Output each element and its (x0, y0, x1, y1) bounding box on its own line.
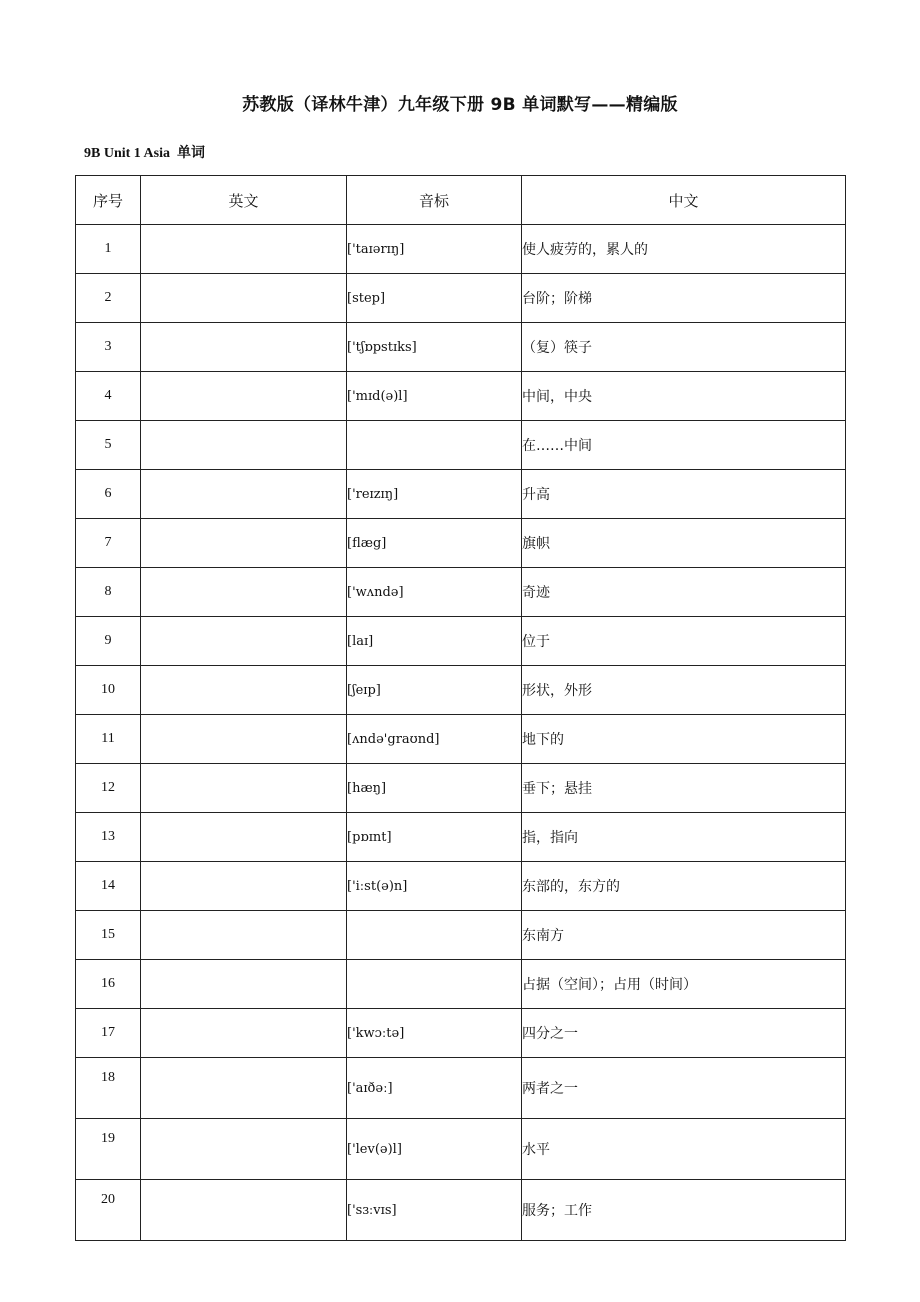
row-number: 5 (76, 421, 141, 470)
phonetic-cell: [ʌndə'graʊnd] (347, 715, 522, 764)
english-answer-cell[interactable] (141, 519, 347, 568)
chinese-meaning-cell: （复）筷子 (522, 323, 846, 372)
table-row (76, 911, 846, 960)
header-english: 英文 (141, 176, 347, 225)
row-number: 7 (76, 519, 141, 568)
phonetic-cell (347, 960, 522, 1009)
row-number: 11 (76, 715, 141, 764)
english-answer-cell[interactable] (141, 666, 347, 715)
unit-title-suffix: 单词 (176, 145, 205, 161)
table-row (76, 323, 846, 372)
chinese-meaning-cell: 两者之一 (522, 1058, 846, 1119)
table-row (76, 1119, 846, 1180)
phonetic-cell: ['taɪərɪŋ] (347, 225, 522, 274)
chinese-meaning-cell: 东南方 (522, 911, 846, 960)
chinese-meaning-cell: 升高 (522, 470, 846, 519)
chinese-meaning-cell: 奇迹 (522, 568, 846, 617)
unit-heading (84, 142, 205, 162)
row-number: 18 (76, 1058, 141, 1119)
table-row (76, 372, 846, 421)
english-answer-cell[interactable] (141, 323, 347, 372)
table-row (76, 1009, 846, 1058)
row-number: 6 (76, 470, 141, 519)
english-answer-cell[interactable] (141, 225, 347, 274)
english-answer-cell[interactable] (141, 1180, 347, 1241)
table-row (76, 1180, 846, 1241)
chinese-meaning-cell: 中间，中央 (522, 372, 846, 421)
table-row (76, 862, 846, 911)
english-answer-cell[interactable] (141, 911, 347, 960)
english-answer-cell[interactable] (141, 764, 347, 813)
chinese-meaning-cell: 位于 (522, 617, 846, 666)
phonetic-cell: [step] (347, 274, 522, 323)
page-title: 苏教版（译林牛津）九年级下册 9B 单词默写——精编版 (242, 95, 678, 115)
phonetic-cell: ['reɪzɪŋ] (347, 470, 522, 519)
unit-title: 9B Unit 1 Asia (84, 146, 170, 161)
english-answer-cell[interactable] (141, 862, 347, 911)
chinese-meaning-cell: 占据（空间）；占用（时间） (522, 960, 846, 1009)
table-row (76, 568, 846, 617)
english-answer-cell[interactable] (141, 960, 347, 1009)
chinese-meaning-cell: 形状，外形 (522, 666, 846, 715)
english-answer-cell[interactable] (141, 617, 347, 666)
table-row (76, 715, 846, 764)
chinese-meaning-cell: 指，指向 (522, 813, 846, 862)
english-answer-cell[interactable] (141, 421, 347, 470)
table-row (76, 813, 846, 862)
header-number: 序号 (76, 176, 141, 225)
row-number: 10 (76, 666, 141, 715)
row-number: 13 (76, 813, 141, 862)
english-answer-cell[interactable] (141, 715, 347, 764)
english-answer-cell[interactable] (141, 372, 347, 421)
row-number: 4 (76, 372, 141, 421)
chinese-meaning-cell: 使人疲劳的，累人的 (522, 225, 846, 274)
phonetic-cell: ['kwɔːtə] (347, 1009, 522, 1058)
chinese-meaning-cell: 服务；工作 (522, 1180, 846, 1241)
row-number: 16 (76, 960, 141, 1009)
phonetic-cell: ['aɪðəː] (347, 1058, 522, 1119)
row-number: 3 (76, 323, 141, 372)
phonetic-cell: [ʃeɪp] (347, 666, 522, 715)
table-header-row (76, 176, 846, 225)
english-answer-cell[interactable] (141, 274, 347, 323)
chinese-meaning-cell: 东部的，东方的 (522, 862, 846, 911)
table-row (76, 470, 846, 519)
english-answer-cell[interactable] (141, 470, 347, 519)
phonetic-cell: [flæg] (347, 519, 522, 568)
table-row (76, 960, 846, 1009)
row-number: 8 (76, 568, 141, 617)
table-row (76, 1058, 846, 1119)
phonetic-cell (347, 911, 522, 960)
row-number: 14 (76, 862, 141, 911)
phonetic-cell: [hæŋ] (347, 764, 522, 813)
table-row (76, 666, 846, 715)
english-answer-cell[interactable] (141, 1119, 347, 1180)
header-chinese: 中文 (522, 176, 846, 225)
english-answer-cell[interactable] (141, 1058, 347, 1119)
table-row (76, 519, 846, 568)
chinese-meaning-cell: 旗帜 (522, 519, 846, 568)
chinese-meaning-cell: 台阶；阶梯 (522, 274, 846, 323)
phonetic-cell: ['wʌndə] (347, 568, 522, 617)
row-number: 12 (76, 764, 141, 813)
table-row (76, 764, 846, 813)
chinese-meaning-cell: 地下的 (522, 715, 846, 764)
phonetic-cell: ['lev(ə)l] (347, 1119, 522, 1180)
table-row (76, 225, 846, 274)
phonetic-cell: ['tʃɒpstɪks] (347, 323, 522, 372)
row-number: 20 (76, 1180, 141, 1241)
chinese-meaning-cell: 在……中间 (522, 421, 846, 470)
phonetic-cell: ['sɜːvɪs] (347, 1180, 522, 1241)
chinese-meaning-cell: 四分之一 (522, 1009, 846, 1058)
row-number: 1 (76, 225, 141, 274)
row-number: 15 (76, 911, 141, 960)
english-answer-cell[interactable] (141, 1009, 347, 1058)
row-number: 9 (76, 617, 141, 666)
vocabulary-table (75, 175, 846, 1241)
chinese-meaning-cell: 垂下；悬挂 (522, 764, 846, 813)
english-answer-cell[interactable] (141, 568, 347, 617)
table-row (76, 617, 846, 666)
header-phonetic: 音标 (347, 176, 522, 225)
phonetic-cell: ['mɪd(ə)l] (347, 372, 522, 421)
phonetic-cell: [pɒɪnt] (347, 813, 522, 862)
table-row (76, 274, 846, 323)
row-number: 19 (76, 1119, 141, 1180)
chinese-meaning-cell: 水平 (522, 1119, 846, 1180)
row-number: 17 (76, 1009, 141, 1058)
phonetic-cell (347, 421, 522, 470)
row-number: 2 (76, 274, 141, 323)
table-row (76, 421, 846, 470)
phonetic-cell: ['iːst(ə)n] (347, 862, 522, 911)
phonetic-cell: [laɪ] (347, 617, 522, 666)
english-answer-cell[interactable] (141, 813, 347, 862)
